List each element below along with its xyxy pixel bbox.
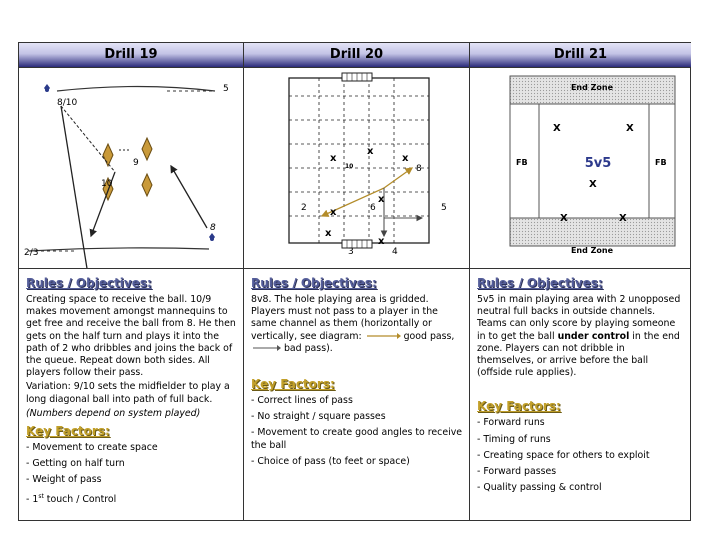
key-factors-heading: Key Factors: <box>251 377 335 392</box>
player-x-2: x <box>367 146 374 157</box>
key-factor-5: - Quality passing & control <box>477 482 602 494</box>
rules-text-c: in the end zone. Players can not dribble in themselves, or arrive before the ball (offside rule applies). <box>477 330 680 379</box>
key-factor-2: - No straight / square passes <box>251 411 386 423</box>
drill-21-diagram <box>470 68 691 269</box>
rules-paragraph <box>251 294 462 355</box>
k4-sup: st <box>38 492 44 500</box>
goal-nets <box>347 73 367 248</box>
drill-20-title: Drill 20 <box>329 47 384 62</box>
run-arrow-1 <box>61 106 89 268</box>
drill-20-header <box>244 43 470 68</box>
label-2: 2 <box>301 203 307 213</box>
key-factor-1: - Correct lines of pass <box>251 395 353 407</box>
player-x-5: X <box>619 213 627 224</box>
key-factor-4: - Forward passes <box>477 466 557 478</box>
label-8: 8 <box>210 223 216 233</box>
rules-heading: Rules / Objectives: <box>26 276 152 290</box>
five-v-five-label: 5v5 <box>584 156 612 171</box>
k4-post: touch / Control <box>43 493 117 505</box>
label-810: 8/10 <box>57 98 78 108</box>
good-pass-arrow-2 <box>384 168 412 188</box>
label-10: 10 <box>345 163 354 170</box>
key-factors-heading: Key Factors: <box>477 399 561 414</box>
rules-paragraph: Creating space to receive the ball. 10/9 makes movement amongst mannequins to get free and receive the ball from 8. He then gets on the half turn and plays it into the path of 2 who dribbles and joins the back of the queue. Repeat down both sides. All players follow their pass. <box>26 294 236 379</box>
label-10: 10 <box>101 179 113 189</box>
player-x-7: x <box>378 236 385 247</box>
key-factor-2: - Timing of runs <box>477 433 551 445</box>
player-icon-8 <box>209 233 215 241</box>
player-x-2: X <box>626 123 634 134</box>
label-6: 6 <box>370 203 376 213</box>
players <box>325 146 409 247</box>
good-pass-swatch <box>365 332 401 340</box>
drill-19-header <box>19 43 244 68</box>
drill-21-svg <box>470 68 690 268</box>
label-5: 5 <box>223 84 229 94</box>
label-4: 4 <box>392 247 398 257</box>
label-9: 9 <box>133 158 139 168</box>
player-icon-810 <box>44 84 50 92</box>
key-factor-2: - Getting on half turn <box>26 458 125 470</box>
drill-21-header <box>470 43 691 68</box>
mannequin-icons <box>103 138 152 200</box>
fb-left-label: FB <box>516 158 528 167</box>
end-zone-bottom-label: End Zone <box>570 246 614 255</box>
player-x-3: X <box>589 179 597 190</box>
key-factor-3: - Creating space for others to exploit <box>477 449 650 461</box>
rules-text-a: 5v5 in main playing area with 2 unopposed neutral full backs in outside channels. Teams can only score by playing someone in to get the ball <box>477 294 681 342</box>
rules-text-bold: under control <box>557 330 630 342</box>
key-factor-3: - Movement to create good angles to receive the ball <box>251 427 463 451</box>
drill-sheet <box>18 42 691 521</box>
key-factor-3: - Weight of pass <box>26 474 102 486</box>
numbers-note: (Numbers depend on system played) <box>26 407 201 419</box>
fb-right-label: FB <box>655 158 667 167</box>
rules-heading: Rules / Objectives: <box>251 276 377 290</box>
end-zone-bottom <box>510 218 675 246</box>
drill-21-title: Drill 21 <box>553 47 608 62</box>
rules-paragraph <box>477 294 684 379</box>
player-x-4: X <box>560 213 568 224</box>
pass-arrow-1 <box>61 106 115 172</box>
drill-20-text <box>244 269 470 521</box>
key-factor-4: - Choice of pass (to feet or space) <box>251 455 410 467</box>
bad-pass-text: bad pass). <box>283 342 333 354</box>
player-x-1: X <box>553 123 561 134</box>
label-5: 5 <box>441 203 447 213</box>
k4-pre: - 1 <box>26 493 39 505</box>
end-zone-top-label: End Zone <box>570 83 614 92</box>
drill-19-title: Drill 19 <box>104 47 158 62</box>
key-factor-1: - Movement to create space <box>26 442 158 454</box>
drill-21-text <box>470 269 691 521</box>
player-x-4: x <box>378 194 385 205</box>
key-factors-heading: Key Factors: <box>26 424 110 439</box>
rules-heading: Rules / Objectives: <box>477 276 603 290</box>
label-8: 8 <box>416 164 422 174</box>
drill-19-text <box>19 269 244 521</box>
drill-19-svg <box>19 68 243 268</box>
drill-20-diagram <box>244 68 470 269</box>
label-3: 3 <box>348 247 354 257</box>
good-pass-text: good pass, <box>403 330 455 342</box>
key-factor-4 <box>26 491 236 506</box>
drill-20-svg <box>244 68 469 268</box>
player-x-5: x <box>330 207 337 218</box>
rules-text: 8v8. The hole playing area is gridded. Players must not pass to a player in the same channel as them (horizontally or vertically, see diagram: <box>251 294 438 342</box>
player-x-1: x <box>330 153 337 164</box>
label-23: 2/3 <box>24 248 39 258</box>
drill-19-diagram <box>19 68 244 269</box>
bad-pass-swatch <box>251 344 281 352</box>
top-line <box>57 87 215 92</box>
key-factor-1: - Forward runs <box>477 417 545 429</box>
player-x-6: x <box>325 228 332 239</box>
player-x-3: x <box>402 153 409 164</box>
variation-paragraph: Variation: 9/10 sets the midfielder to play a long diagonal ball into path of full back. <box>26 381 230 405</box>
run-arrow-2 <box>171 166 207 228</box>
